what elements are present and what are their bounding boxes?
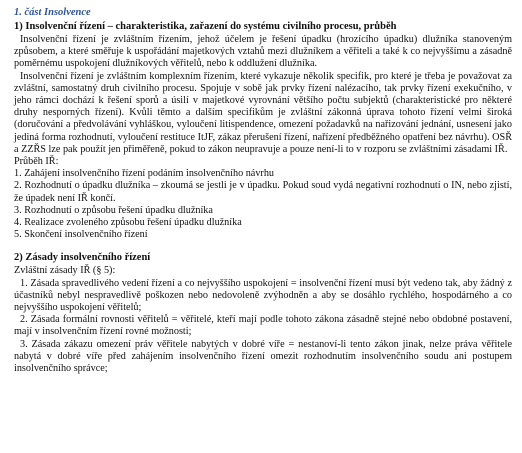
section-2-heading: 2) Zásady insolvenčního řízení: [14, 252, 151, 264]
step-item: 1. Zahájení insolvenčního řízení podáním insolvenčního návrhu: [14, 168, 275, 180]
principle-item: 2. Zásada formální rovnosti věřitelů = věřitelé, kteří mají podle tohoto zákona zásadně stejné nebo obdobné postavení, mají v insolvenčním řízení rovné možnosti;: [14, 314, 512, 338]
paragraph-1: Insolvenční řízení je zvláštním řízením, jehož účelem je řešení úpadku (hrozícího úpadku) dlužníka stanoveným způsobem, a které směřuje k uspořádání majetkových vztahů mezi dlužníkem a věřiteli a také k co nejvyššímu a zásadně poměrnému uspokojení dlužníkových věřitelů, nebo k oddlužení dlužníka.: [14, 34, 512, 70]
principle-item: 1. Zásada spravedlivého vedení řízení a co nejvyššího uspokojení = insolvenční řízení musí být vedeno tak, aby žádný z účastníků nebyl nespravedlivě poškozen nebo nedovoleně zvýhodněn a aby se dosáhlo rychlého, hospodárného a co nejvyššího uspokojení věřitelů;: [14, 277, 512, 314]
step-item: 2. Rozhodnutí o úpadku dlužníka – zkoumá se jestli je v úpadku. Pokud soud vydá negativní rozhodnutí o IN, nebo zjistí, že úpadek není IŘ končí.: [14, 180, 512, 204]
section-1-heading: 1) Insolvenční řízení – charakteristika, zařazení do systému civilního procesu, průběh: [14, 21, 397, 32]
zasady-label: Zvláštní zásady IŘ (§ 5):: [14, 265, 116, 277]
step-item: 5. Skončení insolvenčního řízení: [14, 229, 148, 241]
part-title: 1. část Insolvence: [14, 7, 91, 18]
spacer: [14, 241, 512, 251]
step-item: 3. Rozhodnutí o způsobu řešení úpadku dlužníka: [14, 204, 213, 216]
paragraph-2: Insolvenční řízení je zvláštním komplexním řízením, které vykazuje několik specifik, pro které je třeba je považovat za zvláštní, samostatný druh civilního procesu. Spojuje v sobě jak prvky řízení nalézacího, tak prvky řízení exekučního, v jeho rámci dochází k řešení sporů a úsilí v majetkové vyrovnání většího počtu subjektů (charakteristické pro některé druhy nesporných řízení). Kvůli těmto a dalším specifikům je zvláštní zákonná úprava tohoto řízení velmi široká (doručování a předvolávání vyhláškou, vyloučení litispendence, omezení požadavků na nařizování jednání, usnesení jako jediná forma rozhodnutí, vyloučení restituce ItJF, zákaz přerušení řízení, nařízení předběžného opatření bez návrhu). OSŘ a ZZŘS lze pak použít jen přiměřeně, pokud to zákon neupravuje a pouze není-li to v rozporu se zvláštními zásadami IŘ.: [14, 70, 512, 155]
prubeh-label: Průběh IŘ:: [14, 156, 59, 168]
step-item: 4. Realizace zvoleného způsobu řešení úpadku dlužníka: [14, 217, 242, 229]
principle-item: 3. Zásada zákazu omezení práv věřitele nabytých v dobré víře = nestanoví-li tento zákon jinak, nelze práva věřitele nabytá v dobré víře před zahájením insolvenčního řízení omezit rozhodnutím insolvenčního soudu ani postupem insolvenčního správce;: [14, 338, 512, 375]
